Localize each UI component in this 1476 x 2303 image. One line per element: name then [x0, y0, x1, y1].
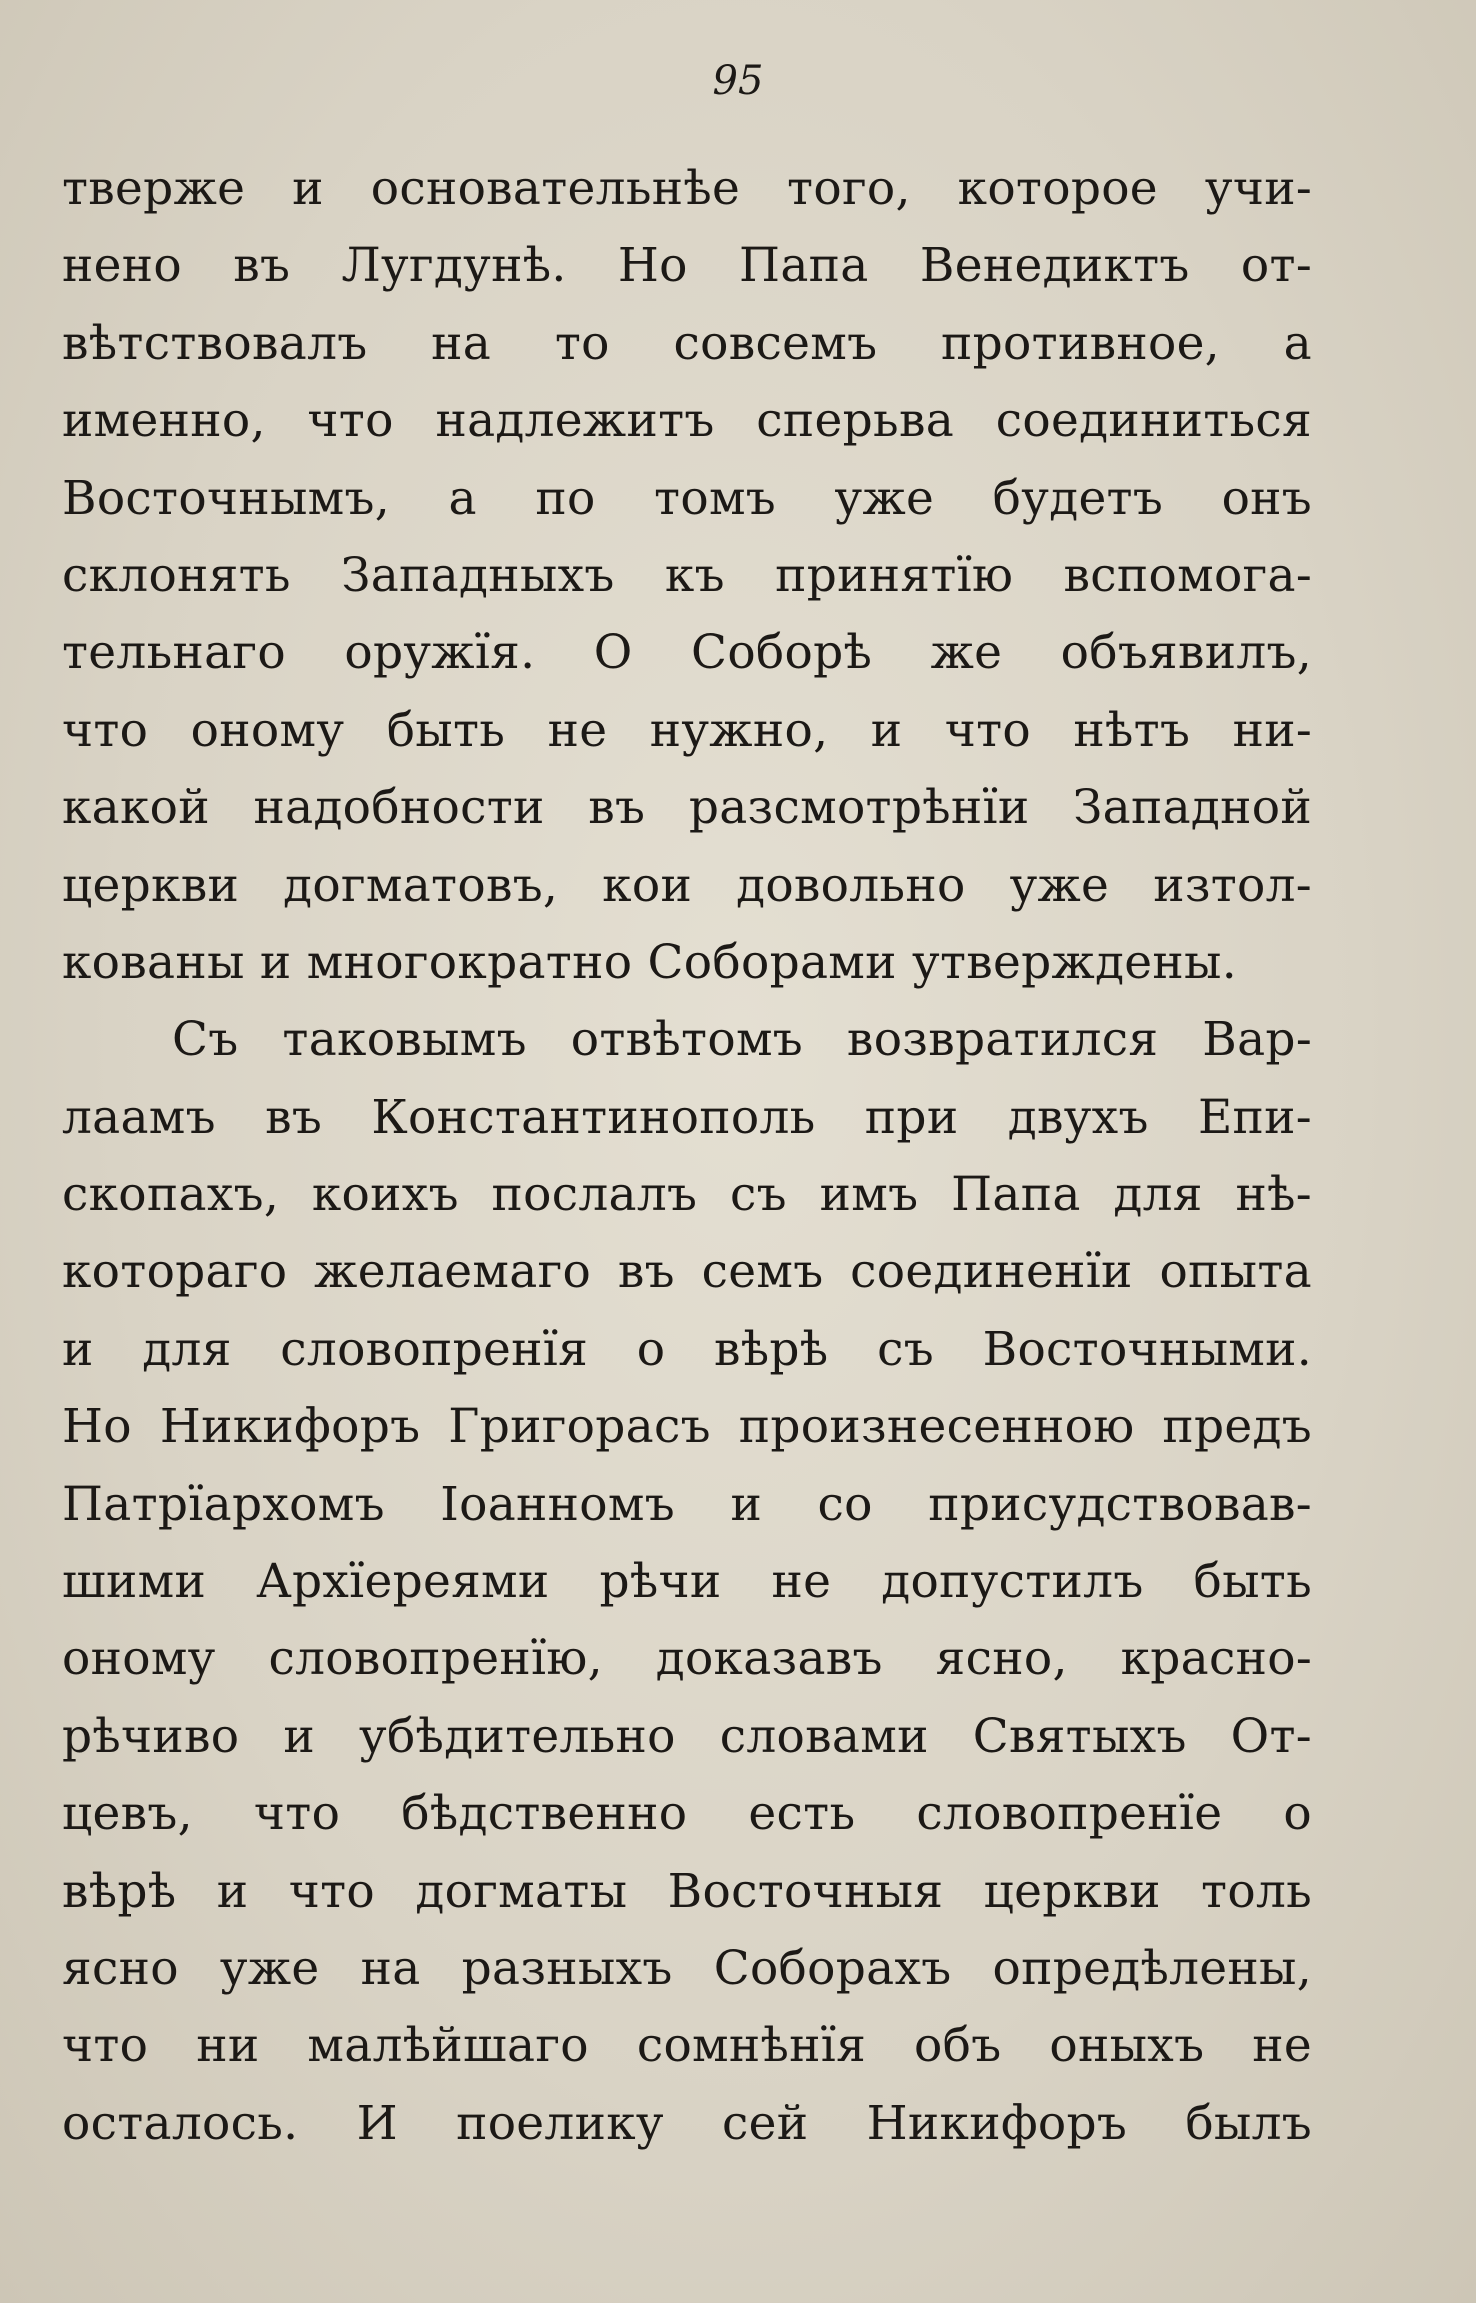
text-line: нено въ Лугдунѣ. Но Папа Венедиктъ от- [62, 238, 1312, 294]
body-text [62, 150, 1312, 2162]
text-line: какой надобности въ разсмотрѣнїи Западной [62, 780, 1312, 836]
text-line: шими Архїереями рѣчи не допустилъ быть [62, 1554, 1312, 1610]
text-line: цевъ, что бѣдственно есть словопренїе о [62, 1786, 1312, 1842]
text-line: Патрїархомъ Iоанномъ и со присудствовав- [62, 1476, 1312, 1532]
text-line: ясно уже на разныхъ Соборахъ опредѣлены, [62, 1940, 1312, 1996]
text-line: скопахъ, коихъ послалъ съ имъ Папа для нѣ- [62, 1167, 1312, 1223]
text-line: вѣрѣ и что догматы Восточныя церкви толь [62, 1863, 1312, 1919]
text-line: и для словопренїя о вѣрѣ съ Восточными. [62, 1321, 1312, 1377]
text-line: церкви догматовъ, кои довольно уже изтол- [62, 857, 1312, 913]
text-line: тверже и основательнѣе того, которое учи- [62, 161, 1312, 216]
text-line: котораго желаемаго въ семъ соединенїи опыта [62, 1244, 1312, 1300]
text-line: Восточнымъ, а по томъ уже будетъ онъ [62, 470, 1312, 526]
page-number: 95 [712, 58, 764, 104]
text-line: лаамъ въ Константинополь при двухъ Епи- [62, 1089, 1312, 1145]
text-line: осталось. И поелику сей Никифоръ былъ [62, 2095, 1312, 2151]
text-line: рѣчиво и убѣдительно словами Святыхъ От- [62, 1708, 1312, 1764]
text-line: вѣтствовалъ на то совсемъ противное, а [62, 315, 1312, 371]
paragraph-end-line: кованы и многократно Соборами утверждены. [62, 934, 1237, 990]
text-line: склонять Западныхъ къ принятїю вспомога- [62, 547, 1312, 603]
text-line: что ни малѣйшаго сомнѣнїя объ оныхъ не [62, 2018, 1312, 2074]
text-line: оному словопренїю, доказавъ ясно, красно- [62, 1631, 1312, 1687]
text-line: именно, что надлежитъ сперьва соединиться [62, 393, 1312, 449]
text-line: Но Никифоръ Григорасъ произнесенною предъ [62, 1399, 1312, 1455]
paragraph-start-line: Съ таковымъ отвѣтомъ возвратился Вар- [172, 1012, 1312, 1068]
text-line: что оному быть не нужно, и что нѣтъ ни- [62, 702, 1312, 758]
text-line: тельнаго оружїя. О Соборѣ же объявилъ, [62, 625, 1312, 681]
